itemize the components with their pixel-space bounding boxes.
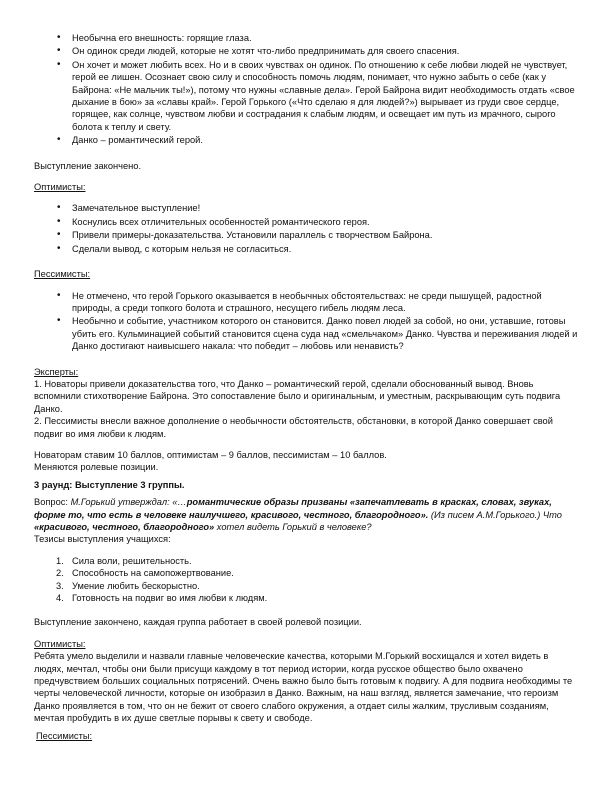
optimists-heading-2: Оптимисты:: [34, 638, 86, 649]
theses-heading: Тезисы выступления учащихся:: [34, 534, 171, 545]
list-number: 1.: [56, 555, 64, 566]
list-text: Сила воли, решительность.: [72, 555, 192, 566]
scores-text: Новаторам ставим 10 баллов, оптимистам – 9 баллов, пессимистам – 10 баллов.: [34, 449, 387, 460]
list-item: • Данко – романтический герой.: [34, 134, 580, 146]
list-text: Умение любить бескорыстно.: [72, 580, 200, 591]
pessimists-heading-2: Пессимисты:: [36, 730, 93, 741]
list-item: • Не отмечено, что герой Горького оказывается в необычных обстоятельствах: не среди пышущей, радостной природы, а среди топкого болота и страшного, несущего гибель людям леса.: [34, 290, 580, 315]
list-item: • Коснулись всех отличительных особенностей романтического героя.: [34, 216, 580, 228]
experts-point-1: 1. Новаторы привели доказательства того, что Данко – романтический герой, сделали обоснованный вывод. Вновь вспомнили стихотворение Байрона. Это сопоставление было и оригинальным, и уместным, раскрывающим суть подвига Данко.: [34, 378, 561, 414]
question-quote: романтические образы призваны «запечатлевать в красках, словах, звуках, форме то, что есть в человеке наилучшего, красивого, честного, благородного».: [34, 497, 552, 520]
list-item: [34, 592, 580, 604]
speech-ended-roles-text: Выступление закончено, каждая группа работает в своей ролевой позиции.: [34, 617, 362, 628]
list-item: • Привели примеры-доказательства. Установили параллель с творчеством Байрона.: [34, 229, 580, 241]
question-quote-short: «красивого, честного, благородного»: [34, 522, 215, 532]
list-item: • Он хочет и может любить всех. Но и в своих чувствах он одинок. По отношению к себе любви людей не чувствует, герой ее лишен. Осознает свою силу и способность помочь людям, понимает, что нужно забыть о себе (как у Байрона: «Не мальчик ты!»), потому что нужны «славные дела». Герой Байрона видит необходимость отдать «свое дыхание в бою» за «славы край». Герой Горького («Что сделаю я для людей?») вырывает из груди свое сердце, горящее, как солнце, чувством любви и сострадания к слабым людям, и освещает им путь из мрачного, сырого болота к теплу и свету.: [34, 59, 580, 133]
optimists-paragraph: Ребята умело выделили и назвали главные человеческие качества, которыми М.Горький восхищался и хотел видеть в людях, мечтал, чтобы они были присущи каждому в тот период истории, когда русское общество было охвачено предчувствием больших социальных потрясений. Очень важно было быть готовым к подвигу. А для подвига необходимы те черты человеческой личности, которые он изобразил в Данко. Важным, на наш взгляд, является замечание, что героизм Данко проявляется в том, что он не бежит от своего слабого окружения, а отдает силы жалким, трусливым созданиям, мечтая пробудить в их душе светлые порывы к свету и свободе.: [34, 651, 573, 724]
list-item: • Он одинок среди людей, которые не хотят что-либо предпринимать для своего спасения.: [34, 45, 580, 57]
document-page: [34, 32, 580, 742]
list-number: 2.: [56, 568, 64, 579]
experts-heading: Эксперты:: [34, 366, 79, 377]
theses-list: [34, 555, 580, 605]
question-end: хотел видеть Горький в человеке?: [214, 522, 372, 532]
list-number: 4.: [56, 593, 64, 604]
list-item: • Необычно и событие, участником которого он становится. Данко повел людей за собой, но они, уставшие, готовы убить его. Кульминацией событий становится сцена суда над «смельчаком» Данко. Чувства и переживания людей и Данко достигают наивысшего накала: что победит – любовь или ненависть?: [34, 315, 580, 352]
list-item: [34, 555, 580, 567]
list-item: [34, 580, 580, 592]
question-paragraph: [34, 496, 580, 533]
list-item: [34, 567, 580, 579]
list-number: 3.: [56, 580, 64, 591]
question-source: (Из писем А.М.Горького.) Что: [428, 509, 562, 520]
pessimists-list: [34, 290, 580, 353]
hero-traits-list: [34, 32, 580, 147]
list-item: • Замечательное выступление!: [34, 202, 580, 214]
round3-title: 3 раунд: Выступление 3 группы.: [34, 479, 185, 490]
pessimists-heading: Пессимисты:: [34, 269, 91, 280]
question-label: Вопрос:: [34, 497, 71, 508]
speech-ended-text: Выступление закончено.: [34, 160, 142, 171]
list-text: Готовность на подвиг во имя любви к людям.: [72, 593, 268, 604]
optimists-list: [34, 202, 580, 255]
optimists-heading: Оптимисты:: [34, 182, 86, 193]
list-item: • Необычна его внешность: горящие глаза.: [34, 32, 580, 44]
experts-point-2: 2. Пессимисты внесли важное дополнение о необычности обстоятельств, обстановки, в которой Данко совершает свой подвиг во имя любви к людям.: [34, 416, 553, 439]
question-intro: М.Горький утверждал: «…: [70, 497, 187, 508]
list-text: Способность на самопожертвование.: [72, 568, 234, 579]
roles-change-text: Меняются ролевые позиции.: [34, 462, 159, 473]
list-item: • Сделали вывод, с которым нельзя не согласиться.: [34, 243, 580, 255]
